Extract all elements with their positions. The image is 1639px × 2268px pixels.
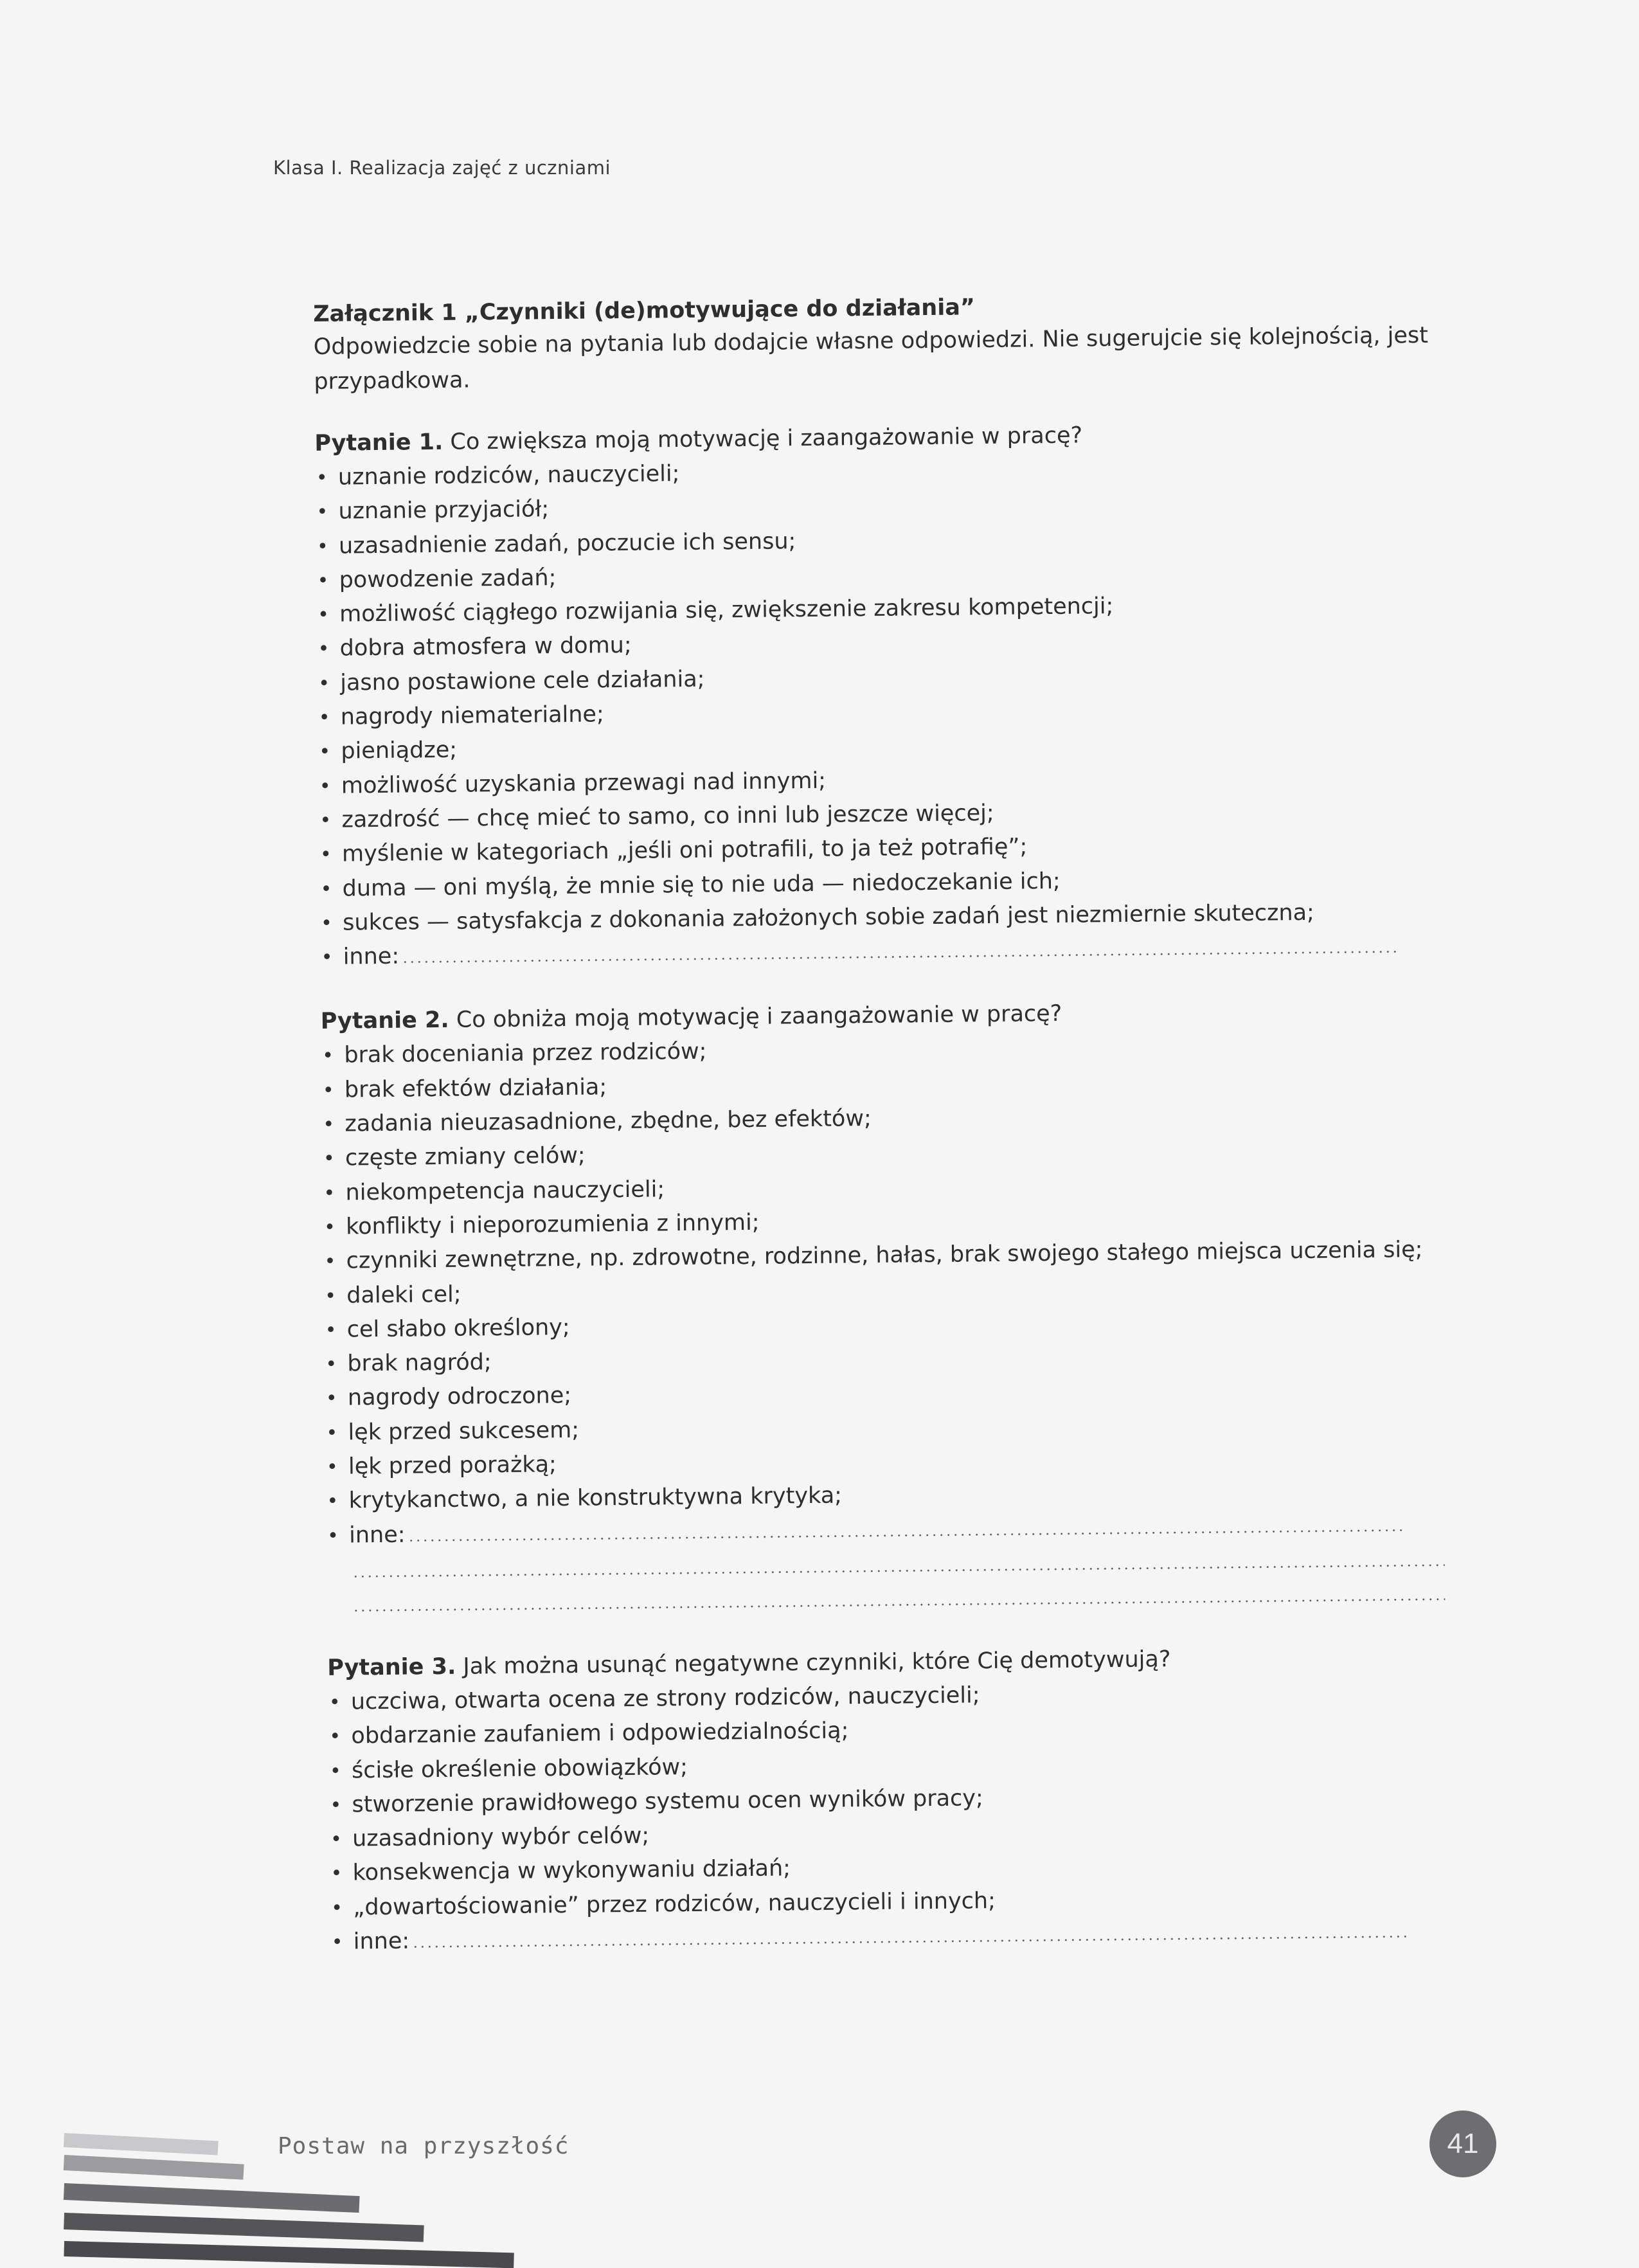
list-item: • częste zmiany celów; bbox=[322, 1130, 1447, 1176]
stripe bbox=[64, 2183, 360, 2213]
stripe bbox=[64, 2155, 244, 2180]
list-item: • brak nagród; bbox=[324, 1336, 1449, 1382]
list-item: • stworzenie prawidłowego systemu ocen wyników pracy; bbox=[328, 1776, 1453, 1823]
list-item: • obdarzanie zaufaniem i odpowiedzialnością; bbox=[328, 1708, 1453, 1754]
list-item: • powodzenie zadań; bbox=[316, 552, 1440, 598]
list-item: • „dowartościowanie” przez rodziców, nauczycieli i innych; bbox=[330, 1879, 1455, 1925]
list-item: • możliwość ciągłego rozwijania się, zwiększenie zakresu kompetencji; bbox=[316, 586, 1441, 633]
fill-in-dotted-line[interactable] bbox=[412, 1935, 1408, 1948]
list-item: • jasno postawione cele działania; bbox=[317, 654, 1442, 701]
footer-series-title: Postaw na przyszłość bbox=[278, 2133, 569, 2159]
other-label: inne: bbox=[343, 943, 400, 970]
question-1-text: Co zwiększa moją motywację i zaangażowanie w pracę? bbox=[450, 422, 1083, 455]
list-item: • duma — oni myślą, że mnie się to nie uda — niedoczekanie ich; bbox=[319, 860, 1444, 906]
list-item: • zadania nieuzasadnione, zbędne, bez efektów; bbox=[321, 1096, 1446, 1142]
list-item: • uznanie rodziców, nauczycieli; bbox=[315, 449, 1440, 496]
question-2-text: Co obniża moją motywację i zaangażowanie w pracę? bbox=[456, 1001, 1062, 1034]
list-item: • lęk przed sukcesem; bbox=[325, 1404, 1449, 1450]
question-3-label: Pytanie 3. bbox=[327, 1653, 456, 1681]
list-item: • brak doceniania przez rodziców; bbox=[321, 1027, 1446, 1074]
other-label: inne: bbox=[348, 1522, 406, 1549]
fill-in-dotted-line[interactable] bbox=[402, 951, 1398, 964]
list-item: • nagrody niematerialne; bbox=[318, 689, 1442, 735]
stripe bbox=[64, 2133, 219, 2156]
question-2-list bbox=[321, 1027, 1451, 1621]
list-item: • daleki cel; bbox=[323, 1267, 1448, 1313]
list-item: • uznanie przyjaciół; bbox=[315, 483, 1440, 530]
page-number-badge: 41 bbox=[1429, 2110, 1496, 2177]
list-item: • możliwość uzyskania przewagi nad innymi; bbox=[318, 757, 1443, 804]
list-item: • lęk przed porażką; bbox=[325, 1439, 1450, 1485]
list-item: • konflikty i nieporozumienia z innymi; bbox=[323, 1199, 1447, 1245]
list-item: • brak efektów działania; bbox=[321, 1061, 1446, 1108]
list-item: • pieniądze; bbox=[318, 723, 1442, 770]
fill-in-dotted-line[interactable] bbox=[352, 1564, 1445, 1578]
list-item: • ścisłe określenie obowiązków; bbox=[328, 1742, 1453, 1788]
fill-in-dotted-line[interactable] bbox=[408, 1529, 1404, 1542]
stripe bbox=[64, 2241, 514, 2268]
list-item: • krytykanctwo, a nie konstruktywna krytyka; bbox=[325, 1473, 1450, 1519]
question-1-list bbox=[315, 449, 1445, 975]
running-header: Klasa I. Realizacja zajęć z uczniami bbox=[273, 157, 611, 179]
list-item: • uzasadnienie zadań, poczucie ich sensu; bbox=[316, 518, 1440, 564]
list-item: • dobra atmosfera w domu; bbox=[316, 620, 1441, 667]
list-item: • niekompetencja nauczycieli; bbox=[322, 1164, 1447, 1210]
list-item: • czynniki zewnętrzne, np. zdrowotne, rodzinne, hałas, brak swojego stałego miejsca uczenia się; bbox=[323, 1233, 1447, 1279]
list-item: • uzasadniony wybór celów; bbox=[329, 1811, 1454, 1857]
document-body bbox=[313, 287, 1455, 1989]
question-3-text: Jak można usunąć negatywne czynniki, które Cię demotywują? bbox=[463, 1646, 1171, 1680]
other-label: inne: bbox=[353, 1928, 410, 1955]
fill-in-dotted-line[interactable] bbox=[352, 1598, 1445, 1612]
list-item: • uczciwa, otwarta ocena ze strony rodziców, nauczycieli; bbox=[328, 1673, 1453, 1720]
attachment-intro: Odpowiedzcie sobie na pytania lub dodajcie własne odpowiedzi. Nie sugerujcie się kolejnością, jest przypadkowa. bbox=[313, 322, 1429, 395]
list-item: • cel słabo określony; bbox=[324, 1301, 1449, 1347]
list-item: • konsekwencja w wykonywaniu działań; bbox=[329, 1845, 1454, 1891]
list-item: • myślenie w kategoriach „jeśli oni potrafili, to ja też potrafię”; bbox=[319, 826, 1444, 872]
list-item: • nagrody odroczone; bbox=[325, 1370, 1449, 1416]
list-item: • sukces — satysfakcja z dokonania założonych sobie zadań jest niezmiernie skuteczna; bbox=[319, 894, 1444, 941]
question-2-label: Pytanie 2. bbox=[320, 1007, 449, 1035]
question-3-list bbox=[328, 1673, 1455, 1959]
question-1-label: Pytanie 1. bbox=[314, 429, 443, 456]
list-item: • zazdrość — chcę mieć to samo, co inni lub jeszcze więcej; bbox=[318, 792, 1443, 838]
stripe bbox=[64, 2213, 424, 2242]
attachment-title: Załącznik 1 „Czynniki (de)motywujące do działania” bbox=[313, 294, 976, 327]
